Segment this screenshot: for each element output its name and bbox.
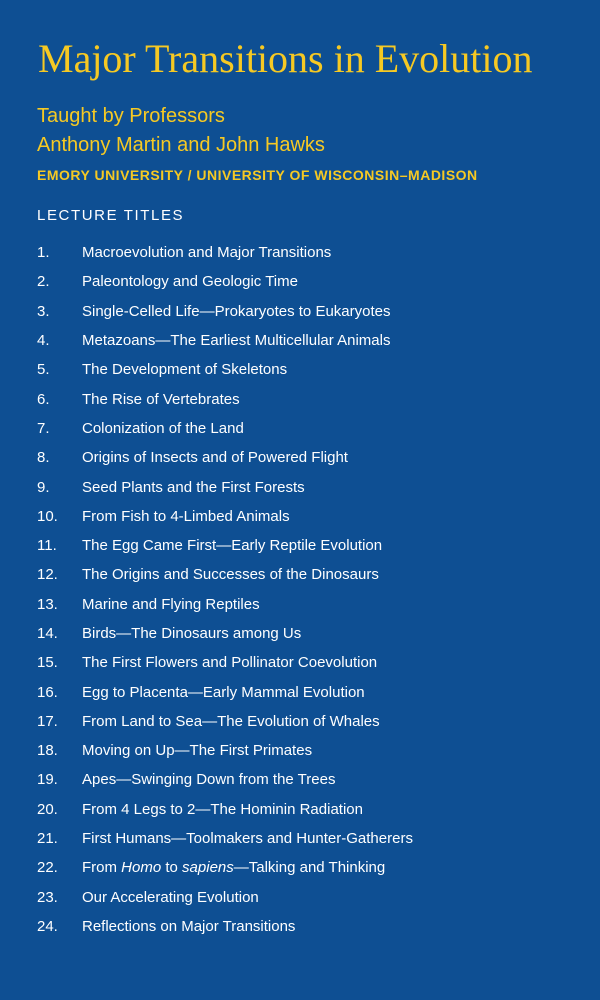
- lecture-title: Metazoans—The Earliest Multicellular Animals: [82, 332, 391, 350]
- professors-line: Anthony Martin and John Hawks: [37, 134, 325, 156]
- lecture-item: [37, 414, 577, 443]
- lecture-item: [37, 355, 577, 384]
- lecture-item: [37, 443, 577, 472]
- lecture-item: [37, 297, 577, 326]
- lecture-title: Moving on Up—The First Primates: [82, 742, 313, 760]
- lecture-title: Birds—The Dinosaurs among Us: [82, 625, 302, 642]
- lecture-item: [37, 326, 577, 355]
- lecture-title: From Land to Sea—The Evolution of Whales: [82, 712, 380, 730]
- lecture-number: 6.: [37, 390, 50, 408]
- lecture-number: 11.: [37, 537, 57, 555]
- lecture-number: 20.: [37, 800, 58, 818]
- lecture-item: [37, 531, 577, 560]
- lecture-title: First Humans—Toolmakers and Hunter-Gatherers: [82, 830, 413, 848]
- lecture-item: [37, 619, 577, 648]
- lecture-number: 3.: [37, 302, 50, 320]
- lecture-number: 5.: [37, 361, 50, 379]
- lecture-title: Single-Celled Life—Prokaryotes to Eukaryotes: [82, 302, 391, 320]
- course-title: Major Transitions in Evolution: [38, 36, 533, 81]
- lecture-title: The Origins and Successes of the Dinosaurs: [82, 566, 379, 584]
- title-part: —Talking and Thinking: [233, 859, 386, 877]
- lecture-item: [37, 677, 577, 706]
- lecture-number: 10.: [37, 507, 58, 525]
- lecture-number: 2.: [37, 273, 50, 291]
- lecture-title: The First Flowers and Pollinator Coevolution: [82, 654, 378, 672]
- lecture-number: 14.: [37, 625, 58, 642]
- lecture-title: Apes—Swinging Down from the Trees: [82, 771, 336, 789]
- title-part: From: [82, 859, 122, 877]
- lecture-item: [37, 267, 577, 296]
- lecture-title: Egg to Placenta—Early Mammal Evolution: [82, 683, 365, 701]
- lecture-item: [37, 824, 577, 853]
- lecture-number: 8.: [37, 449, 50, 467]
- lecture-title: The Development of Skeletons: [82, 361, 288, 379]
- lecture-title: From Fish to 4-Limbed Animals: [82, 507, 290, 525]
- lecture-number: 4.: [37, 332, 50, 350]
- lecture-number: 21.: [37, 830, 58, 848]
- lecture-number: 22.: [37, 859, 58, 877]
- lecture-number: 12.: [37, 566, 58, 584]
- lecture-number: 23.: [37, 888, 58, 906]
- taught-by-line: Taught by Professors: [37, 105, 225, 127]
- universities-line: EMORY UNIVERSITY / UNIVERSITY OF WISCONSIN–MADISON: [37, 167, 478, 183]
- lecture-item: [37, 795, 577, 824]
- lecture-number: 13.: [37, 595, 58, 613]
- italic-term-sapiens: sapiens: [182, 859, 234, 877]
- lecture-title: Marine and Flying Reptiles: [82, 595, 260, 613]
- lecture-number: 18.: [37, 742, 58, 760]
- lecture-title: From 4 Legs to 2—The Hominin Radiation: [82, 800, 363, 818]
- lecture-title: Colonization of the Land: [82, 419, 244, 437]
- lecture-number: 24.: [37, 917, 58, 935]
- lecture-item: [37, 736, 577, 765]
- lecture-item: [37, 238, 577, 267]
- lecture-title: Origins of Insects and of Powered Flight: [82, 449, 348, 467]
- lecture-title: [82, 859, 577, 876]
- lecture-title: Paleontology and Geologic Time: [82, 273, 298, 291]
- lecture-item: [37, 472, 577, 501]
- lecture-titles-heading: LECTURE TITLES: [37, 207, 185, 224]
- lecture-item: [37, 765, 577, 794]
- lecture-title: The Rise of Vertebrates: [82, 390, 240, 408]
- lecture-number: 17.: [37, 712, 58, 730]
- lecture-item: [37, 912, 577, 941]
- lecture-title: Macroevolution and Major Transitions: [82, 244, 332, 262]
- lecture-item: [37, 707, 577, 736]
- lecture-list: [37, 238, 577, 941]
- italic-term-homo: Homo: [121, 859, 162, 877]
- lecture-item: [37, 502, 577, 531]
- title-part: to: [161, 859, 183, 877]
- lecture-number: 7.: [37, 419, 50, 437]
- lecture-number: 19.: [37, 771, 58, 789]
- lecture-title: Our Accelerating Evolution: [82, 888, 259, 906]
- lecture-item: [37, 883, 577, 912]
- lecture-number: 9.: [37, 478, 50, 496]
- lecture-title: Seed Plants and the First Forests: [82, 478, 305, 496]
- lecture-number: 16.: [37, 683, 58, 701]
- lecture-item: [37, 560, 577, 589]
- lecture-item: [37, 590, 577, 619]
- lecture-item: [37, 853, 577, 882]
- lecture-title: The Egg Came First—Early Reptile Evolution: [82, 537, 383, 555]
- lecture-number: 15.: [37, 654, 58, 672]
- lecture-number: 1.: [37, 244, 50, 262]
- lecture-item: [37, 384, 577, 413]
- lecture-item: [37, 648, 577, 677]
- lecture-title: Reflections on Major Transitions: [82, 917, 296, 935]
